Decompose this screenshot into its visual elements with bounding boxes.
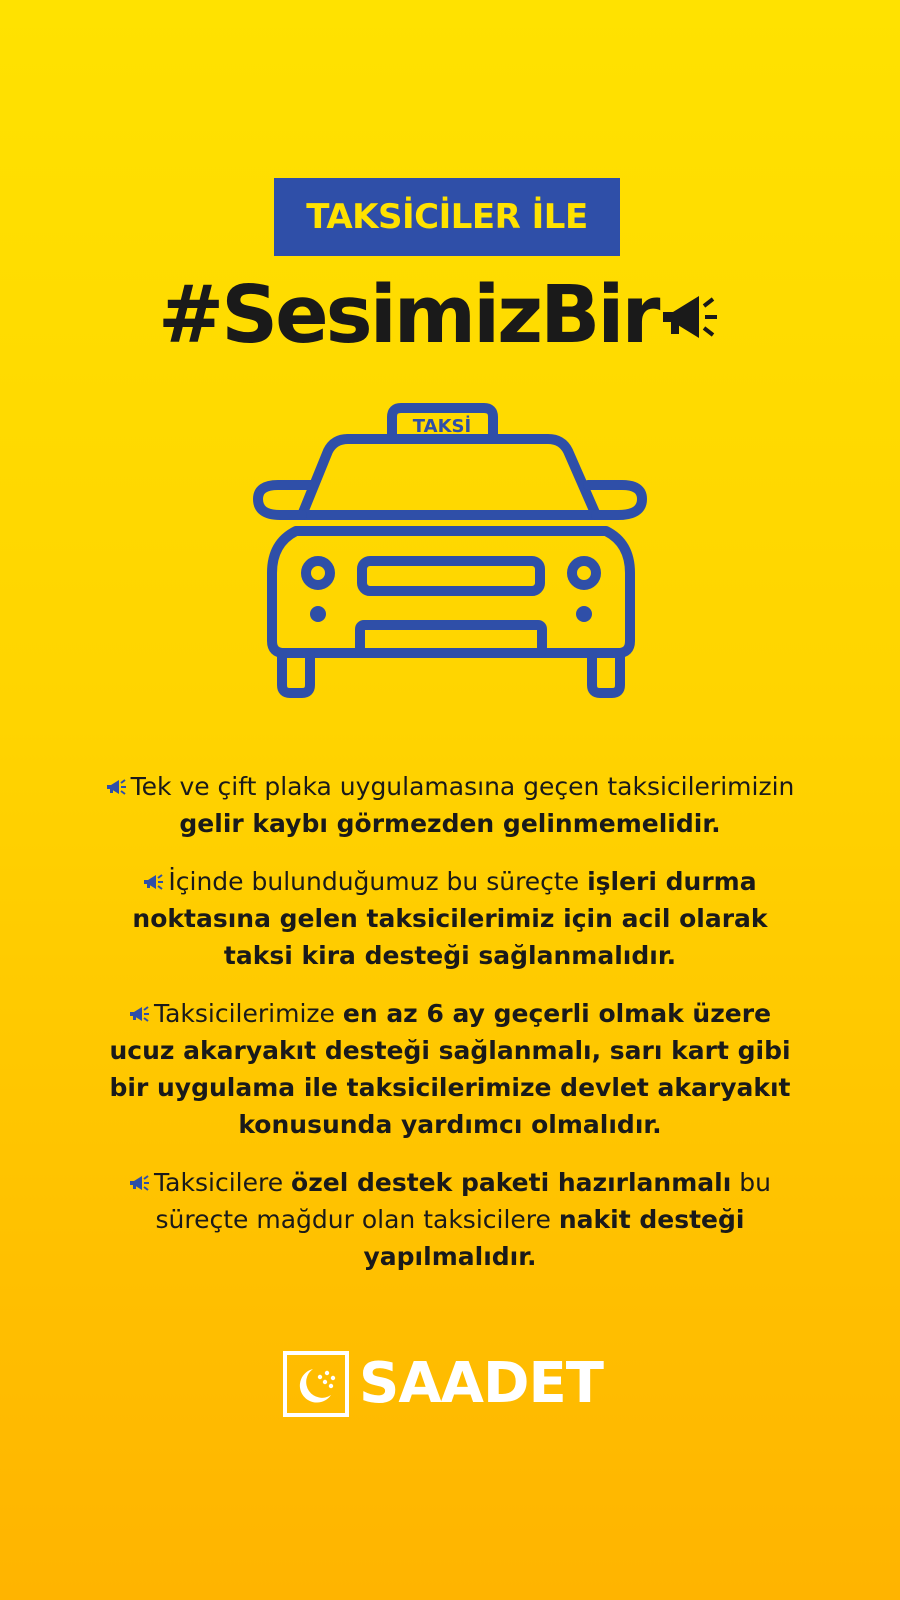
hashtag-title <box>158 270 758 360</box>
hashtag-text: #SesimizBir <box>158 268 658 361</box>
demand-text: İçinde bulunduğumuz bu süreçte <box>168 867 588 896</box>
logo-box <box>283 1351 349 1417</box>
taxi-icon <box>252 403 650 713</box>
demand-text-bold: en az 6 ay geçerli olmak üzere ucuz akaryakıt desteği sağlanmalı, sarı kart gibi bir uygulama ile taksicilerimize devlet akaryakıt konusunda yardımcı olmalıdır. <box>109 999 791 1139</box>
demand-item <box>95 995 805 1143</box>
demand-text-bold: işleri durma noktasına gelen taksicilerimiz için acil olarak taksi kira desteği sağlanmalıdır. <box>132 867 768 970</box>
taxi-sign-text: TAKSİ <box>412 416 472 437</box>
megaphone-bullet-icon <box>129 1174 151 1192</box>
header-badge-text: TAKSİCİLER İLE <box>306 197 588 237</box>
demand-text-bold: gelir kaybı görmezden gelinmemelidir. <box>179 809 721 838</box>
demand-item <box>95 768 805 842</box>
megaphone-icon <box>659 286 721 348</box>
demands-list <box>95 768 805 1296</box>
demand-text-bold: özel destek paketi hazırlanmalı <box>291 1168 732 1197</box>
saadet-logo <box>283 1348 623 1420</box>
demand-text: Tek ve çift plaka uygulamasına geçen taksicilerimizin <box>130 772 795 801</box>
demand-text: Taksicilere <box>154 1168 292 1197</box>
demand-text: bu süreçte mağdur olan taksicilere <box>155 1168 771 1234</box>
header-badge <box>274 178 620 256</box>
demand-text-bold: nakit desteği yapılmalıdır. <box>363 1205 745 1271</box>
megaphone-bullet-icon <box>129 1005 151 1023</box>
logo-text: SAADET <box>359 1351 603 1416</box>
demand-text: Taksicilerimize <box>153 999 343 1028</box>
demand-item <box>95 1164 805 1275</box>
demand-item <box>95 863 805 974</box>
megaphone-bullet-icon <box>143 873 165 891</box>
crescent-stars-icon <box>287 1355 345 1413</box>
megaphone-bullet-icon <box>106 778 128 796</box>
